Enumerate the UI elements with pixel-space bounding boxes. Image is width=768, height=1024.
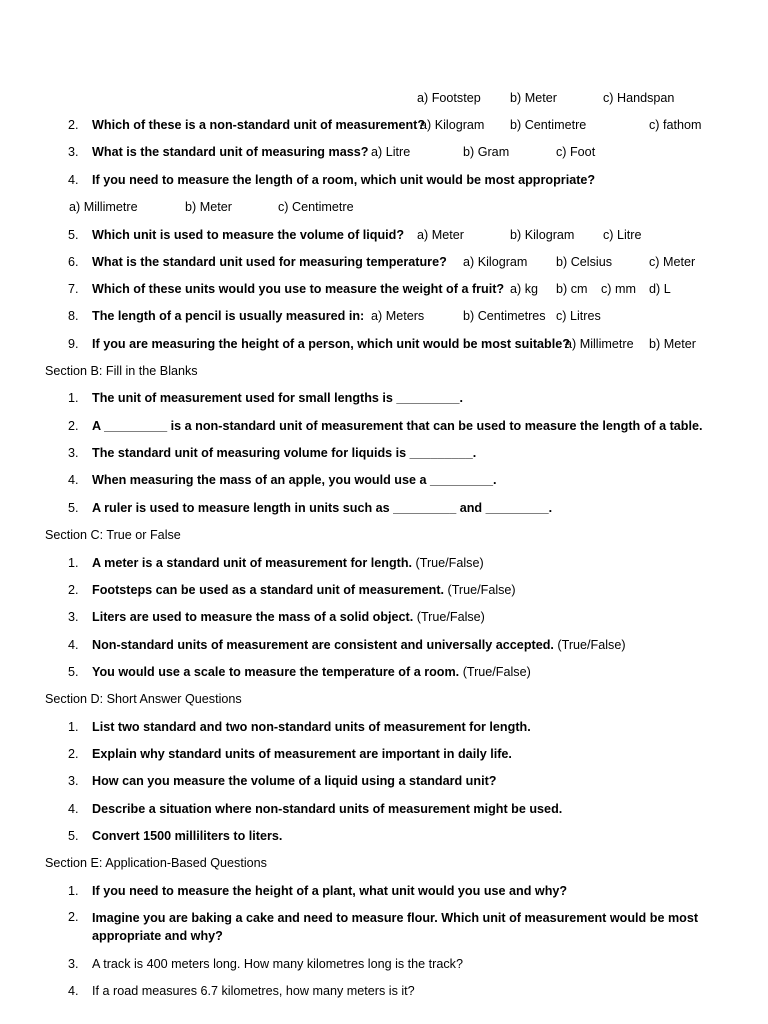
item-text: List two standard and two non-standard units of measurement for length.: [92, 720, 531, 734]
true-false-label: (True/False): [557, 638, 626, 652]
question-text: Which of these is a non-standard unit of measurement?: [92, 118, 426, 132]
item-text: A track is 400 meters long. How many kilometres long is the track?: [92, 957, 463, 971]
q8-option-a: a) Meters: [371, 309, 425, 323]
item-text: [92, 637, 626, 653]
question-text: Which unit is used to measure the volume of liquid?: [92, 228, 405, 242]
q7-option-a: a) kg: [510, 282, 538, 296]
q2-option-b: b) Centimetre: [510, 118, 587, 132]
item-number: 2.: [68, 419, 79, 433]
q4-option-a: a) Millimetre: [69, 200, 138, 214]
item-text: When measuring the mass of an apple, you would use a _________.: [92, 473, 497, 487]
true-false-label: (True/False): [416, 610, 485, 624]
question-number: 3.: [68, 145, 79, 159]
item-number: 4.: [68, 473, 79, 487]
statement: You would use a scale to measure the temperature of a room.: [92, 665, 460, 679]
q2-option-a: a) Kilogram: [420, 118, 485, 132]
item-number: 3.: [68, 774, 79, 788]
item-number: 5.: [68, 829, 79, 843]
item-number: 4.: [68, 984, 79, 998]
item-text: A _________ is a non-standard unit of measurement that can be used to measure the length of a table.: [92, 419, 703, 433]
q1-option-c: c) Handspan: [603, 91, 675, 105]
item-number: 5.: [68, 665, 79, 679]
q8-option-b: b) Centimetres: [463, 309, 546, 323]
q8-option-c: c) Litres: [556, 309, 601, 323]
q2-option-c: c) fathom: [649, 118, 702, 132]
item-number: 2.: [68, 747, 79, 761]
item-text: [92, 664, 531, 680]
item-number: 3.: [68, 610, 79, 624]
item-text: Imagine you are baking a cake and need to measure flour. Which unit of measurement would be most appropriate and why?: [92, 911, 699, 943]
question-text: Which of these units would you use to measure the weight of a fruit?: [92, 282, 505, 296]
item-number: 1.: [68, 391, 79, 405]
item-text: The unit of measurement used for small lengths is _________.: [92, 391, 463, 405]
question-text: What is the standard unit of measuring mass?: [92, 145, 369, 159]
question-number: 5.: [68, 228, 79, 242]
item-number: 2.: [68, 910, 79, 924]
item-number: 5.: [68, 501, 79, 515]
item-text: How can you measure the volume of a liquid using a standard unit?: [92, 774, 497, 788]
question-number: 4.: [68, 173, 79, 187]
q3-option-c: c) Foot: [556, 145, 596, 159]
item-number: 4.: [68, 802, 79, 816]
true-false-label: (True/False): [447, 583, 516, 597]
q6-option-c: c) Meter: [649, 255, 696, 269]
item-text: Explain why standard units of measurement are important in daily life.: [92, 747, 512, 761]
section-d-heading: Section D: Short Answer Questions: [45, 692, 242, 706]
q4-option-c: c) Centimetre: [278, 200, 354, 214]
item-text: If you need to measure the height of a plant, what unit would you use and why?: [92, 884, 568, 898]
item-text: If a road measures 6.7 kilometres, how many meters is it?: [92, 984, 415, 998]
item-text: Describe a situation where non-standard units of measurement might be used.: [92, 802, 563, 816]
q6-option-a: a) Kilogram: [463, 255, 528, 269]
true-false-label: (True/False): [462, 665, 531, 679]
question-number: 9.: [68, 337, 79, 351]
item-text: [92, 555, 484, 571]
item-text: [92, 609, 485, 625]
item-text: Convert 1500 milliliters to liters.: [92, 829, 283, 843]
section-c-heading: Section C: True or False: [45, 528, 181, 542]
item-number: 4.: [68, 638, 79, 652]
statement: Liters are used to measure the mass of a solid object.: [92, 610, 414, 624]
statement: A meter is a standard unit of measurement for length.: [92, 556, 413, 570]
question-number: 7.: [68, 282, 79, 296]
q7-option-b: b) cm: [556, 282, 588, 296]
question-number: 2.: [68, 118, 79, 132]
q6-option-b: b) Celsius: [556, 255, 612, 269]
q5-option-b: b) Kilogram: [510, 228, 575, 242]
item-number: 3.: [68, 957, 79, 971]
item-number: 1.: [68, 720, 79, 734]
item-text: [92, 582, 516, 598]
q4-option-b: b) Meter: [185, 200, 232, 214]
question-number: 8.: [68, 309, 79, 323]
q3-option-a: a) Litre: [371, 145, 411, 159]
item-number: 2.: [68, 583, 79, 597]
item-number: 1.: [68, 556, 79, 570]
section-e-heading: Section E: Application-Based Questions: [45, 856, 267, 870]
q1-option-a: a) Footstep: [417, 91, 481, 105]
question-text: If you are measuring the height of a person, which unit would be most suitable?: [92, 337, 570, 351]
q9-option-b: b) Meter: [649, 337, 696, 351]
section-b-heading: Section B: Fill in the Blanks: [45, 364, 198, 378]
true-false-label: (True/False): [415, 556, 484, 570]
question-number: 6.: [68, 255, 79, 269]
q7-option-c: c) mm: [601, 282, 636, 296]
question-text: The length of a pencil is usually measured in:: [92, 309, 365, 323]
item-number: 1.: [68, 884, 79, 898]
q9-option-a: a) Millimetre: [565, 337, 634, 351]
q7-option-d: d) L: [649, 282, 671, 296]
q1-option-b: b) Meter: [510, 91, 557, 105]
item-text: The standard unit of measuring volume for liquids is _________.: [92, 446, 477, 460]
q5-option-a: a) Meter: [417, 228, 464, 242]
q3-option-b: b) Gram: [463, 145, 510, 159]
question-text: What is the standard unit used for measuring temperature?: [92, 255, 447, 269]
q5-option-c: c) Litre: [603, 228, 642, 242]
item-text: A ruler is used to measure length in units such as _________ and _________.: [92, 501, 553, 515]
statement: Footsteps can be used as a standard unit of measurement.: [92, 583, 445, 597]
statement: Non-standard units of measurement are consistent and universally accepted.: [92, 638, 554, 652]
question-text: If you need to measure the length of a room, which unit would be most appropriate?: [92, 173, 596, 187]
item-number: 3.: [68, 446, 79, 460]
